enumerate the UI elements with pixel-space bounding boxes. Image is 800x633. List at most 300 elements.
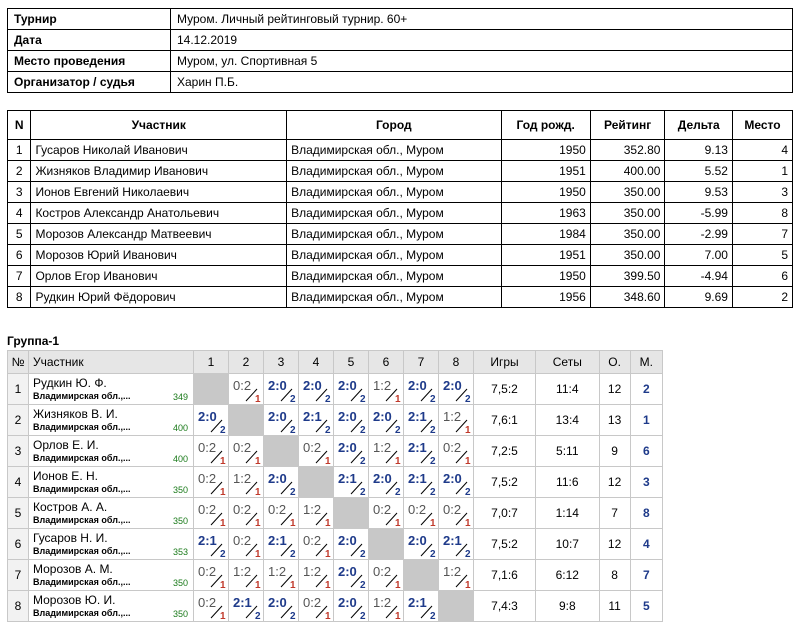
match-points: 1 xyxy=(395,456,401,466)
match-points: 2 xyxy=(465,487,471,497)
match-points: 2 xyxy=(325,394,331,404)
player-points: 12 xyxy=(599,529,630,560)
match-result[interactable] xyxy=(194,529,229,560)
table-row xyxy=(8,467,663,498)
match-result[interactable] xyxy=(194,591,229,622)
match-result[interactable] xyxy=(264,591,299,622)
match-score-graphic xyxy=(439,529,473,559)
match-score: 0:2 xyxy=(233,440,252,455)
match-result[interactable] xyxy=(334,560,369,591)
match-result[interactable] xyxy=(369,405,404,436)
match-result[interactable] xyxy=(369,560,404,591)
participants-cell: 8 xyxy=(8,287,31,308)
player-rating: 349 xyxy=(172,392,188,402)
player-name: Морозов Ю. И. xyxy=(33,593,116,607)
match-result[interactable] xyxy=(334,436,369,467)
match-score-graphic xyxy=(334,467,368,497)
match-points: 1 xyxy=(255,518,261,528)
player-num: 4 xyxy=(8,467,29,498)
match-result[interactable] xyxy=(264,374,299,405)
participants-cell: 3 xyxy=(8,182,31,203)
match-points: 2 xyxy=(290,611,296,621)
table-row xyxy=(8,224,793,245)
match-result[interactable] xyxy=(229,560,264,591)
match-points: 2 xyxy=(395,487,401,497)
player-cell xyxy=(29,529,194,560)
match-points: 1 xyxy=(395,611,401,621)
match-result[interactable] xyxy=(334,405,369,436)
match-score-graphic xyxy=(369,467,403,497)
player-games: 7,4:3 xyxy=(474,591,536,622)
player-city: Владимирская обл.,... xyxy=(33,515,131,525)
match-score: 0:2 xyxy=(303,595,322,610)
match-points: 2 xyxy=(360,487,366,497)
grid-header-games: Игры xyxy=(474,351,536,374)
match-result[interactable] xyxy=(299,498,334,529)
participants-cell: 5 xyxy=(732,245,792,266)
match-result[interactable] xyxy=(404,374,439,405)
match-result[interactable] xyxy=(264,498,299,529)
participants-cell: 3 xyxy=(732,182,792,203)
match-points: 2 xyxy=(430,611,436,621)
player-rating: 350 xyxy=(172,609,188,619)
match-score: 1:2 xyxy=(303,564,322,579)
diagonal-cell xyxy=(404,560,439,591)
match-score-graphic xyxy=(439,498,473,528)
match-score: 0:2 xyxy=(408,502,427,517)
match-score-graphic xyxy=(299,374,333,404)
diagonal-cell xyxy=(264,436,299,467)
participants-cell: Гусаров Николай Иванович xyxy=(31,140,287,161)
player-points: 7 xyxy=(599,498,630,529)
player-cell xyxy=(29,560,194,591)
match-score-graphic xyxy=(404,498,438,528)
match-score-graphic xyxy=(439,374,473,404)
grid-header-col: 7 xyxy=(404,351,439,374)
match-result[interactable] xyxy=(194,498,229,529)
player-rating: 353 xyxy=(172,547,188,557)
match-result[interactable] xyxy=(264,405,299,436)
participants-cell: 350.00 xyxy=(590,182,665,203)
player-games: 7,0:7 xyxy=(474,498,536,529)
match-points: 1 xyxy=(465,580,471,590)
match-result[interactable] xyxy=(229,529,264,560)
player-games: 7,5:2 xyxy=(474,467,536,498)
match-score-graphic xyxy=(334,405,368,435)
match-points: 2 xyxy=(360,456,366,466)
player-place: 2 xyxy=(630,374,662,405)
match-score: 0:2 xyxy=(303,533,322,548)
match-score-graphic xyxy=(299,498,333,528)
participants-header: Город xyxy=(287,111,501,140)
match-points: 2 xyxy=(430,456,436,466)
participants-cell: Морозов Александр Матвеевич xyxy=(31,224,287,245)
participants-cell: 6 xyxy=(732,266,792,287)
match-score: 2:0 xyxy=(268,378,287,393)
participants-cell: Владимирская обл., Муром xyxy=(287,245,501,266)
participants-cell: 5.52 xyxy=(665,161,733,182)
player-sets: 9:8 xyxy=(536,591,600,622)
player-name: Ионов Е. Н. xyxy=(33,469,98,483)
table-row xyxy=(8,405,663,436)
player-num: 8 xyxy=(8,591,29,622)
match-score: 2:1 xyxy=(408,595,427,610)
player-place: 6 xyxy=(630,436,662,467)
player-sets: 11:6 xyxy=(536,467,600,498)
player-name: Гусаров Н. И. xyxy=(33,531,108,545)
match-score-graphic xyxy=(264,467,298,497)
table-row xyxy=(8,245,793,266)
player-sets: 11:4 xyxy=(536,374,600,405)
match-points: 1 xyxy=(465,518,471,528)
match-score-graphic xyxy=(264,498,298,528)
player-sets: 6:12 xyxy=(536,560,600,591)
participants-cell: Владимирская обл., Муром xyxy=(287,161,501,182)
match-score: 2:0 xyxy=(408,533,427,548)
info-row xyxy=(8,9,793,30)
player-city: Владимирская обл.,... xyxy=(33,577,131,587)
table-row xyxy=(8,436,663,467)
match-score: 0:2 xyxy=(373,564,392,579)
match-score: 2:0 xyxy=(338,533,357,548)
match-score-graphic xyxy=(369,436,403,466)
participants-cell: 4 xyxy=(8,203,31,224)
match-points: 1 xyxy=(395,580,401,590)
player-city: Владимирская обл.,... xyxy=(33,391,131,401)
match-points: 2 xyxy=(290,549,296,559)
match-score-graphic xyxy=(299,560,333,590)
player-games: 7,2:5 xyxy=(474,436,536,467)
participants-cell: Владимирская обл., Муром xyxy=(287,182,501,203)
grid-header-sets: Сеты xyxy=(536,351,600,374)
match-points: 2 xyxy=(290,487,296,497)
match-score-graphic xyxy=(334,529,368,559)
participants-header: N xyxy=(8,111,31,140)
match-score-graphic xyxy=(229,560,263,590)
match-points: 1 xyxy=(220,518,226,528)
match-result[interactable] xyxy=(334,374,369,405)
diagonal-cell xyxy=(194,374,229,405)
info-value: Муром, ул. Спортивная 5 xyxy=(171,51,793,72)
match-score-graphic xyxy=(299,405,333,435)
match-score: 0:2 xyxy=(198,440,217,455)
participants-cell: 1951 xyxy=(501,245,590,266)
participants-header: Дельта xyxy=(665,111,733,140)
player-cell xyxy=(29,467,194,498)
info-row xyxy=(8,72,793,93)
match-points: 2 xyxy=(360,425,366,435)
participants-cell: 1950 xyxy=(501,140,590,161)
player-games: 7,5:2 xyxy=(474,529,536,560)
participants-cell: 7 xyxy=(8,266,31,287)
match-result[interactable] xyxy=(229,467,264,498)
player-sets: 10:7 xyxy=(536,529,600,560)
player-rating: 350 xyxy=(172,516,188,526)
match-points: 1 xyxy=(255,394,261,404)
participants-cell: 1984 xyxy=(501,224,590,245)
match-points: 1 xyxy=(325,549,331,559)
match-points: 2 xyxy=(430,549,436,559)
player-city: Владимирская обл.,... xyxy=(33,453,131,463)
participants-cell: -5.99 xyxy=(665,203,733,224)
match-result[interactable] xyxy=(439,467,474,498)
match-score: 2:0 xyxy=(373,471,392,486)
participants-cell: 5 xyxy=(8,224,31,245)
match-score: 1:2 xyxy=(373,595,392,610)
diagonal-cell xyxy=(299,467,334,498)
participants-cell: 1950 xyxy=(501,182,590,203)
match-points: 2 xyxy=(255,611,261,621)
player-cell xyxy=(29,498,194,529)
player-name: Морозов А. М. xyxy=(33,562,113,576)
match-score: 0:2 xyxy=(233,378,252,393)
match-result[interactable] xyxy=(334,591,369,622)
match-result[interactable] xyxy=(404,529,439,560)
match-result[interactable] xyxy=(299,591,334,622)
participants-header: Участник xyxy=(31,111,287,140)
match-result[interactable] xyxy=(404,498,439,529)
match-score: 2:0 xyxy=(338,595,357,610)
match-result[interactable] xyxy=(194,560,229,591)
match-score: 2:1 xyxy=(268,533,287,548)
player-rating: 400 xyxy=(172,423,188,433)
match-points: 1 xyxy=(430,518,436,528)
player-games: 7,1:6 xyxy=(474,560,536,591)
participants-cell: 348.60 xyxy=(590,287,665,308)
match-score: 1:2 xyxy=(233,471,252,486)
player-cell xyxy=(29,436,194,467)
match-score: 1:2 xyxy=(303,502,322,517)
match-result[interactable] xyxy=(369,498,404,529)
match-score: 0:2 xyxy=(198,564,217,579)
match-result[interactable] xyxy=(369,591,404,622)
match-result[interactable] xyxy=(369,467,404,498)
match-score: 2:1 xyxy=(303,409,322,424)
player-place: 3 xyxy=(630,467,662,498)
match-score: 1:2 xyxy=(268,564,287,579)
match-score: 2:1 xyxy=(408,440,427,455)
participants-header: Рейтинг xyxy=(590,111,665,140)
match-result[interactable] xyxy=(404,436,439,467)
match-result[interactable] xyxy=(369,374,404,405)
player-points: 12 xyxy=(599,374,630,405)
match-score: 1:2 xyxy=(233,564,252,579)
player-num: 6 xyxy=(8,529,29,560)
table-row xyxy=(8,591,663,622)
match-score-graphic xyxy=(334,374,368,404)
match-result[interactable] xyxy=(334,467,369,498)
match-score-graphic xyxy=(299,436,333,466)
match-points: 1 xyxy=(220,456,226,466)
match-result[interactable] xyxy=(194,405,229,436)
player-sets: 13:4 xyxy=(536,405,600,436)
match-points: 1 xyxy=(220,580,226,590)
match-points: 1 xyxy=(325,580,331,590)
grid-header-col: 4 xyxy=(299,351,334,374)
match-score-graphic xyxy=(229,467,263,497)
table-row xyxy=(8,140,793,161)
match-result[interactable] xyxy=(264,529,299,560)
match-result[interactable] xyxy=(264,560,299,591)
player-place: 1 xyxy=(630,405,662,436)
player-points: 12 xyxy=(599,467,630,498)
match-score-graphic xyxy=(264,529,298,559)
player-city: Владимирская обл.,... xyxy=(33,608,131,618)
match-result[interactable] xyxy=(439,374,474,405)
match-points: 2 xyxy=(360,580,366,590)
player-cell xyxy=(29,591,194,622)
player-name: Рудкин Ю. Ф. xyxy=(33,376,107,390)
table-row xyxy=(8,560,663,591)
player-city: Владимирская обл.,... xyxy=(33,422,131,432)
player-name: Костров А. А. xyxy=(33,500,108,514)
match-result[interactable] xyxy=(229,374,264,405)
match-score: 0:2 xyxy=(198,502,217,517)
match-result[interactable] xyxy=(439,529,474,560)
match-points: 1 xyxy=(220,487,226,497)
participants-cell: 8 xyxy=(732,203,792,224)
match-result[interactable] xyxy=(299,374,334,405)
match-score-graphic xyxy=(194,529,228,559)
match-score: 0:2 xyxy=(443,502,462,517)
match-result[interactable] xyxy=(439,436,474,467)
group-title: Группа-1 xyxy=(7,334,60,348)
participants-cell: 399.50 xyxy=(590,266,665,287)
player-sets: 5:11 xyxy=(536,436,600,467)
match-points: 1 xyxy=(325,456,331,466)
player-rating: 400 xyxy=(172,454,188,464)
player-sets: 1:14 xyxy=(536,498,600,529)
match-points: 2 xyxy=(430,394,436,404)
player-points: 9 xyxy=(599,436,630,467)
match-score: 0:2 xyxy=(198,595,217,610)
participants-cell: Владимирская обл., Муром xyxy=(287,140,501,161)
match-points: 1 xyxy=(255,549,261,559)
participants-cell: Владимирская обл., Муром xyxy=(287,224,501,245)
match-result[interactable] xyxy=(334,529,369,560)
match-points: 1 xyxy=(255,487,261,497)
match-result[interactable] xyxy=(299,436,334,467)
match-points: 1 xyxy=(395,394,401,404)
participants-cell: 1956 xyxy=(501,287,590,308)
match-result[interactable] xyxy=(439,405,474,436)
match-result[interactable] xyxy=(229,498,264,529)
match-result[interactable] xyxy=(264,467,299,498)
table-row xyxy=(8,498,663,529)
match-points: 1 xyxy=(255,580,261,590)
match-score: 2:0 xyxy=(268,471,287,486)
participants-cell: Рудкин Юрий Фёдорович xyxy=(31,287,287,308)
match-result[interactable] xyxy=(229,591,264,622)
match-score-graphic xyxy=(369,591,403,621)
player-num: 2 xyxy=(8,405,29,436)
diagonal-cell xyxy=(229,405,264,436)
match-score: 0:2 xyxy=(198,471,217,486)
table-row xyxy=(8,287,793,308)
match-score: 2:0 xyxy=(338,440,357,455)
match-result[interactable] xyxy=(439,498,474,529)
match-score-graphic xyxy=(369,405,403,435)
participants-cell: Морозов Юрий Иванович xyxy=(31,245,287,266)
player-name: Жизняков В. И. xyxy=(33,407,118,421)
match-result[interactable] xyxy=(404,467,439,498)
match-score-graphic xyxy=(334,591,368,621)
match-score: 2:0 xyxy=(373,409,392,424)
table-row xyxy=(8,374,663,405)
player-rating: 350 xyxy=(172,578,188,588)
participants-header: Место xyxy=(732,111,792,140)
match-score: 0:2 xyxy=(268,502,287,517)
match-score-graphic xyxy=(229,436,263,466)
match-score: 2:0 xyxy=(408,378,427,393)
match-points: 1 xyxy=(255,456,261,466)
grid-header-col: 8 xyxy=(439,351,474,374)
player-num: 7 xyxy=(8,560,29,591)
match-result[interactable] xyxy=(194,467,229,498)
match-score-graphic xyxy=(369,374,403,404)
match-score-graphic xyxy=(194,436,228,466)
player-points: 8 xyxy=(599,560,630,591)
match-points: 2 xyxy=(325,425,331,435)
player-city: Владимирская обл.,... xyxy=(33,546,131,556)
match-points: 2 xyxy=(360,611,366,621)
match-points: 2 xyxy=(290,425,296,435)
match-score: 2:1 xyxy=(338,471,357,486)
match-score-graphic xyxy=(194,405,228,435)
match-score: 2:0 xyxy=(443,378,462,393)
participants-header: Год рожд. xyxy=(501,111,590,140)
match-score-graphic xyxy=(334,436,368,466)
match-score: 2:0 xyxy=(268,409,287,424)
participants-table xyxy=(7,110,793,308)
match-result[interactable] xyxy=(299,529,334,560)
match-result[interactable] xyxy=(404,405,439,436)
player-games: 7,6:1 xyxy=(474,405,536,436)
match-result[interactable] xyxy=(229,436,264,467)
group-grid-table xyxy=(7,350,663,622)
participants-cell: 9.69 xyxy=(665,287,733,308)
match-points: 1 xyxy=(325,518,331,528)
participants-cell: 2 xyxy=(8,161,31,182)
match-points: 1 xyxy=(395,518,401,528)
diagonal-cell xyxy=(334,498,369,529)
info-row xyxy=(8,51,793,72)
match-score-graphic xyxy=(229,529,263,559)
match-score: 0:2 xyxy=(233,533,252,548)
match-result[interactable] xyxy=(439,560,474,591)
match-result[interactable] xyxy=(299,405,334,436)
grid-header-col: 3 xyxy=(264,351,299,374)
match-result[interactable] xyxy=(404,591,439,622)
match-score: 2:1 xyxy=(198,533,217,548)
match-result[interactable] xyxy=(369,436,404,467)
match-score-graphic xyxy=(229,591,263,621)
grid-header-name: Участник xyxy=(29,351,194,374)
match-score: 2:0 xyxy=(303,378,322,393)
match-score: 2:1 xyxy=(443,533,462,548)
grid-header-col: 6 xyxy=(369,351,404,374)
info-label: Место проведения xyxy=(8,51,171,72)
table-row xyxy=(8,529,663,560)
match-score: 2:0 xyxy=(198,409,217,424)
match-score-graphic xyxy=(404,374,438,404)
player-name: Орлов Е. И. xyxy=(33,438,99,452)
participants-cell: 1 xyxy=(732,161,792,182)
match-score-graphic xyxy=(299,591,333,621)
match-score-graphic xyxy=(194,591,228,621)
match-result[interactable] xyxy=(299,560,334,591)
match-result[interactable] xyxy=(194,436,229,467)
